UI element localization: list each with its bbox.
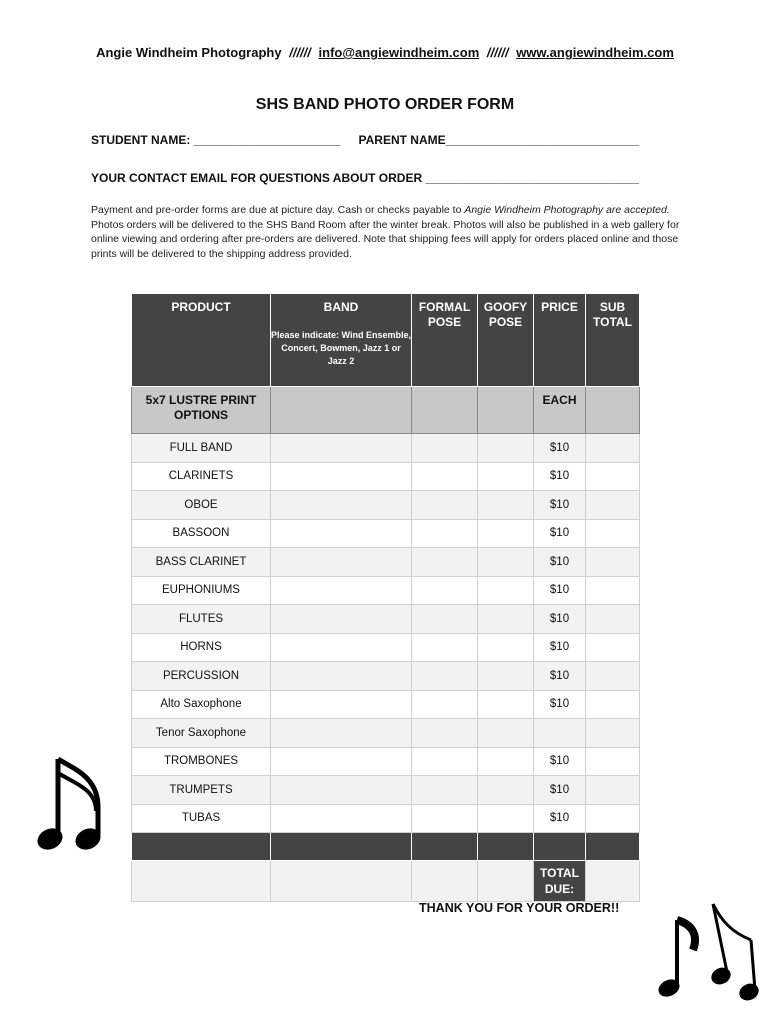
header-band-note: Please indicate: Wind Ensemble, Concert, Bowmen, Jazz 1 or Jazz 2 [271,330,411,366]
product-cell: HORNS [132,633,271,662]
website-link[interactable]: www.angiewindheim.com [516,45,674,60]
price-cell: $10 [534,576,586,605]
options-goofy-cell [478,387,534,434]
table-row [132,462,640,491]
parent-name-field[interactable]: PARENT NAME_____________________________ [358,133,640,147]
subtotal-cell[interactable] [586,434,640,463]
goofy-qty-cell[interactable] [478,719,534,748]
band-input-cell[interactable] [271,719,412,748]
options-formal-cell [412,387,478,434]
subtotal-cell[interactable] [586,804,640,833]
goofy-qty-cell[interactable] [478,462,534,491]
goofy-qty-cell[interactable] [478,690,534,719]
subtotal-cell[interactable] [586,605,640,634]
price-cell [534,719,586,748]
band-input-cell[interactable] [271,548,412,577]
studio-name: Angie Windheim Photography [96,45,282,60]
formal-qty-cell[interactable] [412,776,478,805]
formal-qty-cell[interactable] [412,605,478,634]
formal-qty-cell[interactable] [412,519,478,548]
total-row [132,861,640,902]
price-cell: $10 [534,605,586,634]
price-cell: $10 [534,548,586,577]
product-cell: EUPHONIUMS [132,576,271,605]
formal-qty-cell[interactable] [412,462,478,491]
options-price-label: EACH [534,387,586,434]
options-row [132,387,640,434]
product-cell: FLUTES [132,605,271,634]
formal-qty-cell[interactable] [412,719,478,748]
name-fields [91,133,639,147]
options-subtotal-cell [586,387,640,434]
instructions-paragraph [91,203,681,261]
price-cell: $10 [534,462,586,491]
subtotal-cell[interactable] [586,519,640,548]
subtotal-cell[interactable] [586,662,640,691]
email-link[interactable]: info@angiewindheim.com [318,45,480,60]
total-due-input[interactable] [586,861,640,902]
band-input-cell[interactable] [271,576,412,605]
separator: ////// [289,45,311,60]
table-row [132,519,640,548]
table-row [132,491,640,520]
table-row [132,605,640,634]
music-note-icon [34,755,106,859]
product-cell: TROMBONES [132,747,271,776]
divider-cell [271,833,412,861]
goofy-qty-cell[interactable] [478,662,534,691]
instructions-italic: Angie Windheim Photography are accepted. [464,204,670,216]
subtotal-cell[interactable] [586,633,640,662]
instructions-part1: Payment and pre-order forms are due at picture day. Cash or checks payable to [91,204,465,216]
table-row [132,804,640,833]
total-empty-cell [478,861,534,902]
band-input-cell[interactable] [271,776,412,805]
product-cell: PERCUSSION [132,662,271,691]
table-row [132,719,640,748]
product-cell: OBOE [132,491,271,520]
divider-cell [132,833,271,861]
goofy-qty-cell[interactable] [478,576,534,605]
product-cell: BASSOON [132,519,271,548]
header-product: PRODUCT [132,294,271,387]
band-input-cell[interactable] [271,462,412,491]
subtotal-cell[interactable] [586,548,640,577]
formal-qty-cell[interactable] [412,491,478,520]
table-row [132,690,640,719]
price-cell: $10 [534,747,586,776]
subtotal-cell[interactable] [586,776,640,805]
thank-you-message: THANK YOU FOR YOUR ORDER!! [419,901,620,915]
header-goofy: GOOFY POSE [478,294,534,387]
divider-cell [534,833,586,861]
formal-qty-cell[interactable] [412,548,478,577]
goofy-qty-cell[interactable] [478,519,534,548]
divider-cell [586,833,640,861]
table-row [132,633,640,662]
price-cell: $10 [534,690,586,719]
form-title: SHS BAND PHOTO ORDER FORM [255,96,515,113]
product-cell: Alto Saxophone [132,690,271,719]
product-cell: CLARINETS [132,462,271,491]
band-input-cell[interactable] [271,804,412,833]
goofy-qty-cell[interactable] [478,747,534,776]
subtotal-cell[interactable] [586,491,640,520]
order-table [131,293,640,902]
separator: ////// [486,45,509,60]
divider-cell [412,833,478,861]
product-cell: TRUMPETS [132,776,271,805]
header-contact-line [0,45,770,60]
instructions-part2: Photos orders will be delivered to the SHS Band Room after the winter break. Photos will also be published in a web gallery for online viewing and ordering after pre-orders are delivered. Note that shipping fees will apply for orders placed online and those prints will be delivered to the shipping address provided. [91,218,680,260]
total-empty-cell [271,861,412,902]
product-cell: FULL BAND [132,434,271,463]
subtotal-cell[interactable] [586,576,640,605]
formal-qty-cell[interactable] [412,434,478,463]
table-row [132,662,640,691]
options-band-cell [271,387,412,434]
product-cell: Tenor Saxophone [132,719,271,748]
goofy-qty-cell[interactable] [478,605,534,634]
price-cell: $10 [534,633,586,662]
total-empty-cell [412,861,478,902]
goofy-qty-cell[interactable] [478,548,534,577]
formal-qty-cell[interactable] [412,690,478,719]
price-cell: $10 [534,434,586,463]
goofy-qty-cell[interactable] [478,491,534,520]
total-due-label: TOTAL DUE: [534,861,586,902]
divider-row [132,833,640,861]
price-cell: $10 [534,662,586,691]
header-price: PRICE [534,294,586,387]
goofy-qty-cell[interactable] [478,804,534,833]
divider-cell [478,833,534,861]
table-row [132,548,640,577]
price-cell: $10 [534,491,586,520]
goofy-qty-cell[interactable] [478,434,534,463]
band-input-cell[interactable] [271,662,412,691]
subtotal-cell[interactable] [586,690,640,719]
band-input-cell[interactable] [271,633,412,662]
music-notes-icon [655,900,770,1010]
header-band [271,294,412,387]
goofy-qty-cell[interactable] [478,633,534,662]
band-input-cell[interactable] [271,690,412,719]
band-input-cell[interactable] [271,491,412,520]
student-name-field[interactable]: STUDENT NAME: ______________________ [91,133,341,147]
formal-qty-cell[interactable] [412,662,478,691]
table-row [132,576,640,605]
subtotal-cell[interactable] [586,719,640,748]
product-cell: BASS CLARINET [132,548,271,577]
total-empty-cell [132,861,271,902]
options-label: 5x7 LUSTRE PRINT OPTIONS [132,387,271,434]
goofy-qty-cell[interactable] [478,776,534,805]
band-input-cell[interactable] [271,747,412,776]
formal-qty-cell[interactable] [412,804,478,833]
contact-email-field[interactable]: YOUR CONTACT EMAIL FOR QUESTIONS ABOUT ORDER ________________________________ [91,171,640,185]
band-input-cell[interactable] [271,519,412,548]
header-subtotal: SUB TOTAL [586,294,640,387]
formal-qty-cell[interactable] [412,576,478,605]
subtotal-cell[interactable] [586,747,640,776]
subtotal-cell[interactable] [586,462,640,491]
table-row [132,776,640,805]
header-band-label: BAND [323,300,359,314]
table-row [132,434,640,463]
price-cell: $10 [534,776,586,805]
price-cell: $10 [534,519,586,548]
table-header-row [132,294,640,387]
header-formal: FORMAL POSE [412,294,478,387]
band-input-cell[interactable] [271,605,412,634]
product-cell: TUBAS [132,804,271,833]
table-row [132,747,640,776]
formal-qty-cell[interactable] [412,747,478,776]
band-input-cell[interactable] [271,434,412,463]
price-cell: $10 [534,804,586,833]
formal-qty-cell[interactable] [412,633,478,662]
